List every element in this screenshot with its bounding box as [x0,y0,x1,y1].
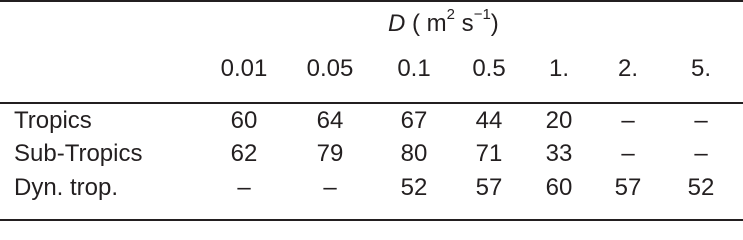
table-cell: 60 [545,174,573,201]
column-header: 0.5 [472,55,506,82]
table-cell: 79 [316,140,344,167]
row-label: Tropics [14,107,92,134]
table-cell: – [694,140,708,167]
column-header: 0.1 [397,55,431,82]
column-group-header [388,7,548,41]
unit-prefix: ( m [412,10,447,37]
table-cell: – [323,174,337,201]
unit-mid: s [455,10,474,37]
table-cell: 57 [475,174,503,201]
column-header: 0.05 [306,55,354,82]
table-cell: – [694,107,708,134]
column-header: 5. [690,55,711,82]
table-cell: 57 [614,174,642,201]
table-cell: 60 [230,107,258,134]
table-cell: 64 [316,107,344,134]
unit-exponent-2: −1 [473,6,491,23]
table-cell: 67 [400,107,428,134]
table-cell: 62 [230,140,258,167]
column-header: 2. [617,55,638,82]
table-cell: – [237,174,251,201]
bottom-rule [0,219,743,221]
table-cell: 44 [475,107,503,134]
table-cell: 71 [475,140,503,167]
unit-suffix: ) [490,10,499,37]
row-label: Sub-Tropics [14,140,143,167]
table-cell: 33 [545,140,573,167]
top-rule [0,0,743,2]
table-cell: 80 [400,140,428,167]
row-label: Dyn. trop. [14,174,119,201]
table-cell: 20 [545,107,573,134]
table-cell: 52 [400,174,428,201]
column-header: 1. [548,55,569,82]
table-cell: – [621,107,635,134]
diffusivity-symbol: D [388,10,406,37]
table-cell: 52 [687,174,715,201]
unit-exponent-1: 2 [446,6,456,23]
column-header: 0.01 [220,55,268,82]
table-cell: – [621,140,635,167]
